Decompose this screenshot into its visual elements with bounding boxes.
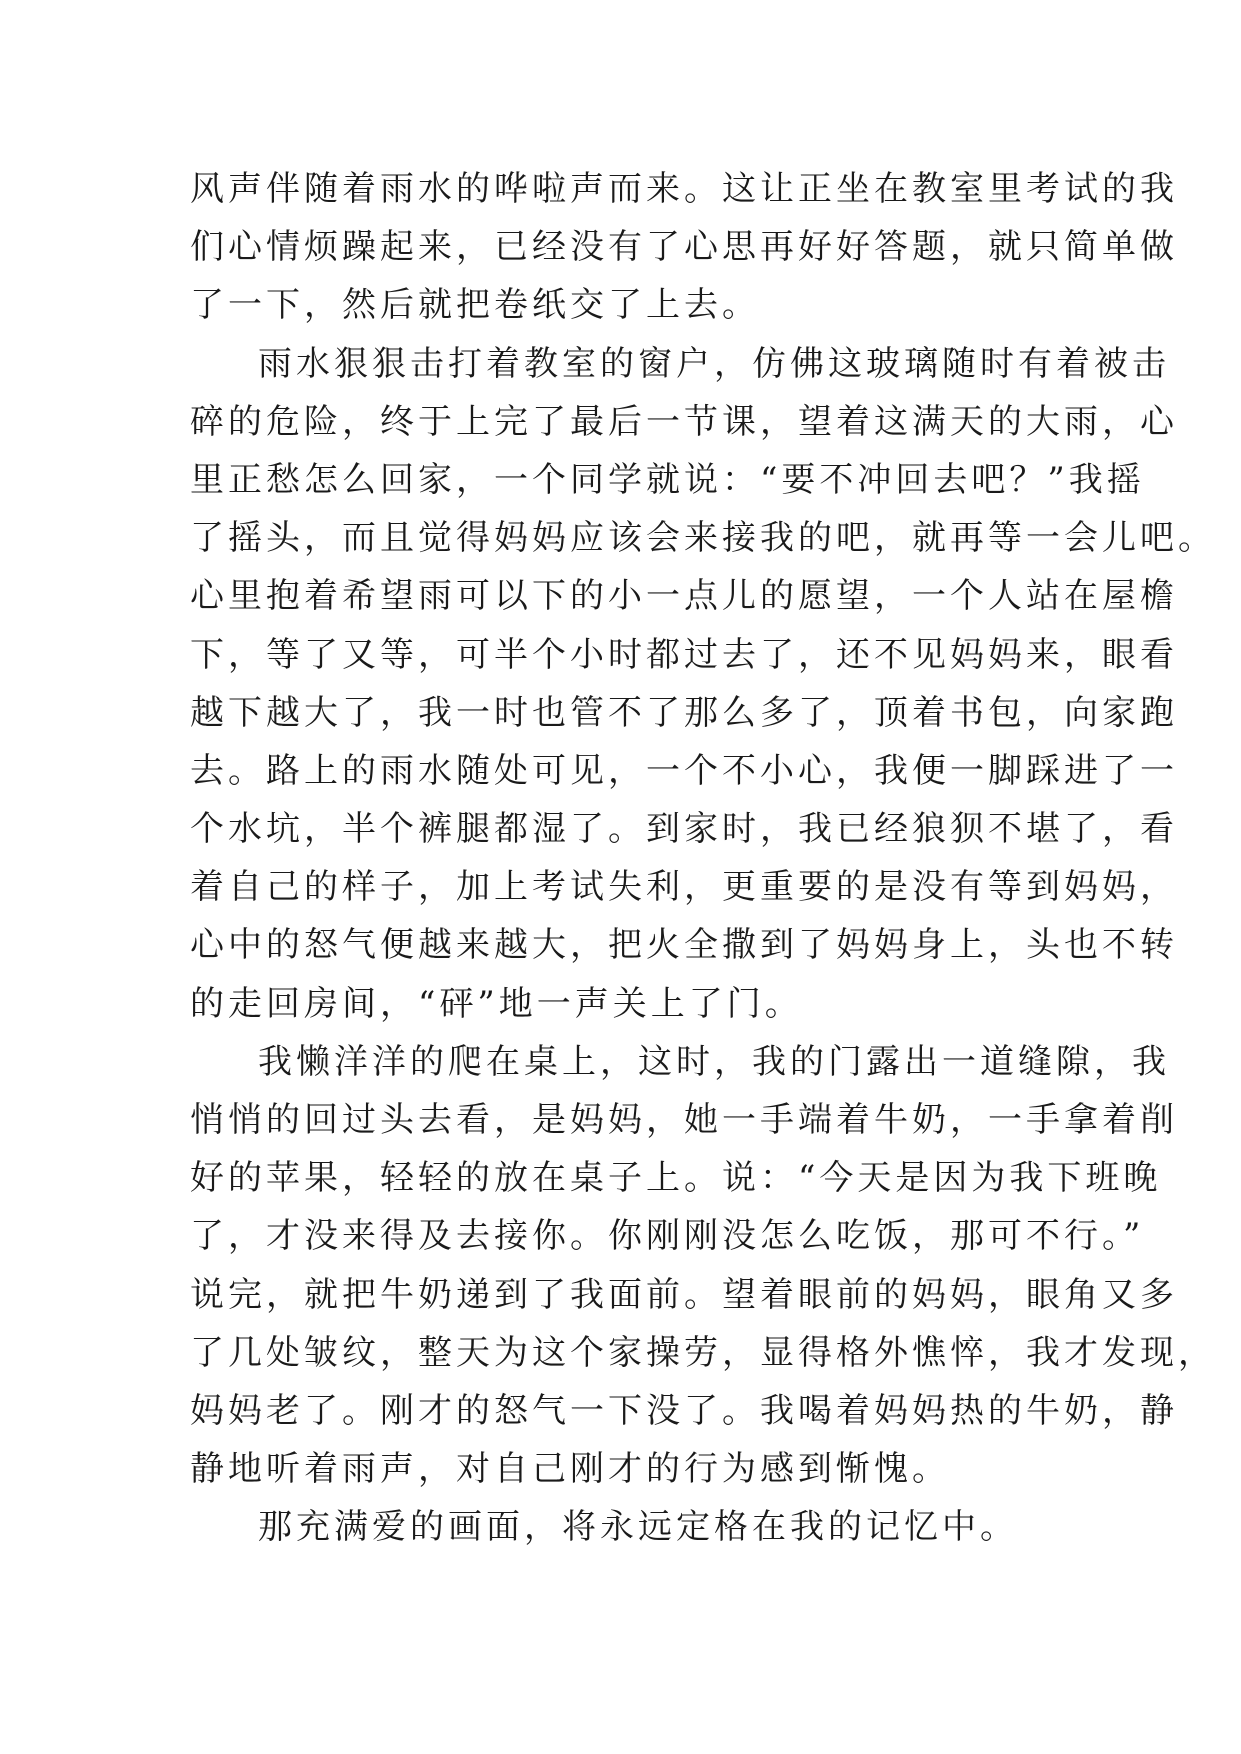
text-line: 悄悄的回过头去看，是妈妈，她一手端着牛奶，一手拿着削 bbox=[190, 1100, 1178, 1140]
text-line: 静地听着雨声，对自己刚才的行为感到惭愧。 bbox=[190, 1449, 950, 1490]
text-line: 着自己的样子，加上考试失利，更重要的是没有等到妈妈， bbox=[190, 867, 1178, 908]
text-line: 越下越大了，我一时也管不了那么多了，顶着书包，向家跑 bbox=[190, 692, 1178, 733]
text-line: 心里抱着希望雨可以下的小一点儿的愿望，一个人站在屋檐 bbox=[190, 576, 1178, 617]
text-line: 们心情烦躁起来，已经没有了心思再好好答题，就只简单做 bbox=[190, 227, 1178, 268]
text-line: 个水坑，半个裤腿都湿了。到家时，我已经狼狈不堪了，看 bbox=[190, 809, 1178, 850]
text-line: 碎的危险，终于上完了最后一节课，望着这满天的大雨，心 bbox=[190, 401, 1178, 442]
text-line: 风声伴随着雨水的哗啦声而来。这让正坐在教室里考试的我 bbox=[190, 169, 1178, 209]
paragraph bbox=[190, 1498, 1060, 1556]
document-body bbox=[190, 160, 1216, 1557]
text-line: 了，才没来得及去接你。你刚刚没怎么吃饭，那可不行。” bbox=[190, 1216, 1145, 1257]
text-line: 里正愁怎么回家，一个同学就说：“要不冲回去吧？”我摇 bbox=[190, 459, 1145, 500]
text-line: 了摇头，而且觉得妈妈应该会来接我的吧，就再等一会儿吧。 bbox=[190, 518, 1216, 559]
text-line: 了一下，然后就把卷纸交了上去。 bbox=[190, 285, 760, 326]
text-line: 那充满爱的画面，将永远定格在我的记忆中。 bbox=[258, 1507, 1018, 1548]
text-line: 雨水狠狠击打着教室的窗户，仿佛这玻璃随时有着被击 bbox=[258, 343, 1170, 384]
paragraph bbox=[190, 160, 1178, 335]
text-line: 心中的怒气便越来越大，把火全撒到了妈妈身上，头也不转 bbox=[190, 925, 1178, 966]
text-line: 了几处皱纹，整天为这个家操劳，显得格外憔悴，我才发现， bbox=[190, 1332, 1216, 1373]
paragraph bbox=[190, 335, 1216, 1033]
paragraph bbox=[190, 1033, 1216, 1499]
text-line: 妈妈老了。刚才的怒气一下没了。我喝着妈妈热的牛奶，静 bbox=[190, 1390, 1178, 1431]
text-line: 去。路上的雨水随处可见，一个不小心，我便一脚踩进了一 bbox=[190, 750, 1178, 791]
text-line: 说完，就把牛奶递到了我面前。望着眼前的妈妈，眼角又多 bbox=[190, 1274, 1178, 1315]
text-line: 好的苹果，轻轻的放在桌子上。说：“今天是因为我下班晚 bbox=[190, 1158, 1162, 1199]
text-line: 下，等了又等，可半个小时都过去了，还不见妈妈来，眼看 bbox=[190, 634, 1178, 675]
text-line: 的走回房间，“砰”地一声关上了门。 bbox=[190, 983, 803, 1024]
text-line: 我懒洋洋的爬在桌上，这时，我的门露出一道缝隙，我 bbox=[258, 1041, 1170, 1082]
